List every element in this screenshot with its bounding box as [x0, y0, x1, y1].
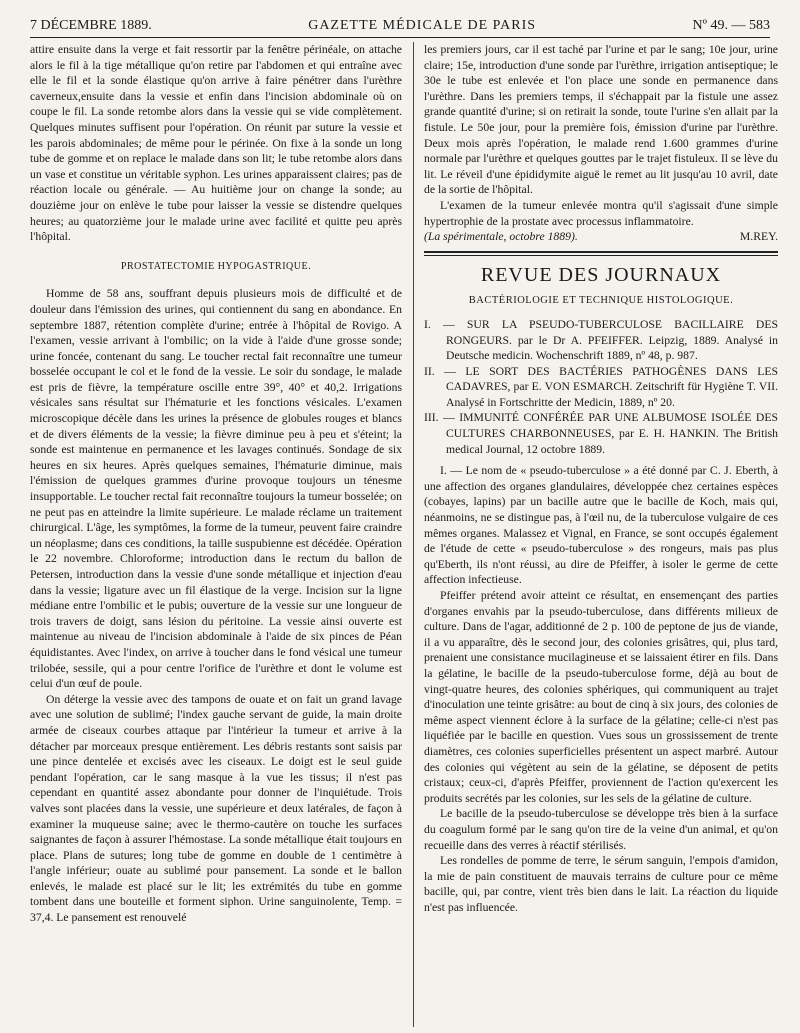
- header-date: 7 DÉCEMBRE 1889.: [30, 18, 152, 33]
- author-signature: M.REY.: [739, 230, 778, 244]
- paragraph: I. — Le nom de « pseudo-tuberculose » a été donné par C. J. Eberth, à une affection des organes glandulaires, développée chez certaines espèces (cobayes, lapins) par un bacille autre que le bacille de Koch, mais qui, néanmoins, ne se distingue pas, à l'œil nu, de la tuberculose vulgaire de ces mêmes organes. Malassez et Vignal, en France, se sont occupés également de l'étude de cette « pseudo-tuberculose » des rongeurs, mais pas plus qu'Eberth, ils n'ont réussi, au dire de Pfeiffer, à isoler le germe de cette affection infectieuse.: [424, 464, 778, 587]
- section-heading: REVUE DES JOURNAUX: [480, 263, 722, 286]
- source-citation: (La spérimentale, octobre 1889).: [424, 230, 578, 244]
- reference-entry: II. — LE SORT DES BACTÉRIES PATHOGÈNES DANS LES CADAVRES, par E. VON ESMARCH. Zeitschrift für Hygiène T. VII. Analysé in Fortschritte der Medicin, 1889, nº 20.: [424, 364, 778, 409]
- right-column: [424, 42, 778, 1027]
- paragraph: L'examen de la tumeur enlevée montra qu'il s'agissait d'une simple hypertrophie de la prostate avec processus inflammatoire.: [424, 198, 778, 228]
- paragraph: les premiers jours, car il est taché par l'urine et par le sang; 10e jour, urine claire; 15e, introduction d'une sonde par l'urèthre, irrigation antiseptique; le 30e le tube est enlevée et l'on place une sonde en permanence dans l'urèthre. Dans les premiers temps, il s'échappait par la fistule une assez grande quantité d'urine; si on retirait la sonde, toute l'urine s'en allait par la fistule. Le 50e jour, pour la première fois, émission d'urine par l'urèthre. Deux mois après l'opération, le malade rend 1.600 grammes d'urine normale par l'urèthre et quelques gouttes par le trajet fistuleux. Il se lève du lit. Le réveil d'une épididymite aiguë le remet au lit jusqu'au 10 avril, date de la sortie de l'hôpital.: [424, 43, 778, 197]
- left-column: [30, 42, 402, 1027]
- article-signoff: [424, 229, 778, 245]
- header-title: GAZETTE MÉDICALE DE PARIS: [308, 18, 537, 33]
- reference-entry: I. — SUR LA PSEUDO-TUBERCULOSE BACILLAIRE DES RONGEURS. par le Dr A. PFEIFFER. Leipzig, 1889. Analysé in Deutsche medicin. Wochenschrift 1889, nº 48, p. 987.: [424, 317, 778, 363]
- section-title: PROSTATECTOMIE HYPOGASTRIQUE.: [120, 260, 312, 272]
- section-rule: [424, 255, 778, 256]
- reference-entry: III. — IMMUNITÉ CONFÉRÉE PAR UNE ALBUMOSE ISOLÉE DES CULTURES CHARBONNEUSES, par E. H. HANKIN. The British medical Journal, 12 octobre 1889.: [424, 411, 778, 456]
- paragraph: attire ensuite dans la verge et fait ressortir par la fenêtre périnéale, on attache alors le fil à la tige métallique qu'on retire par l'abdomen et qui entraîne avec elle le fil et la sonde élastique qu'on arrive à faire pénétrer dans l'urèthre caverneux,ensuite dans la vessie et enfin dans l'incision abdominale où on coupe le fil. La sonde retombe alors dans la vessie qui se vide complètement. Quelques minutes suffisent pour l'opération. On réunit par suture la vessie et les parois abdominales; de même pour le périnée. On fixe à la sonde un long tube de gomme et on replace le malade dans son lit; le tube retombe alors dans un vase et constitue un véritable syphon. Les urines apparaissent claires; pas de réaction locale ou générale. — Au huitième jour on change la sonde; au douzième jour on enlève le tube pour laisser la vessie se distendre quelques heures; au quatorzième jour le malade urine avec facilité et quitte peu après l'hôpital.: [30, 43, 402, 244]
- paragraph: Les rondelles de pomme de terre, le sérum sanguin, l'empois d'amidon, la mie de pain constituent de mauvais terrains de culture pour ce même bacille, qui, par contre, vient très bien dans le lait. La réaction du liquide n'est pas influencée.: [424, 854, 778, 914]
- paragraph: Pfeiffer prétend avoir atteint ce résultat, en ensemençant des parties d'organes envahis par la pseudo-tuberculose, dans différents milieux de culture. Dans de l'agar, additionné de 2 p. 100 de peptone de jus de viande, il a vu apparaître, dès le second jour, des colonies grisâtres, qui, plus tard, prenaient une consistance mucilagineuse et se laissaient étirer en fils. Dans la gélatine, le bacille de la pseudo-tuberculose forme, déjà au bout de vingt-quatre heures, des colonies sphériques, qui communiquent au trajet d'inoculation une teinte grisâtre: au bout de cinq à six jours, des colonies de même aspect viennent éclore à la surface de la gélatine; celle-ci n'est pas liquéfiée par le bacille en question. Vues sous un grossissement de trente diamètres, ces colonies superficielles présentent un aspect marbré. Autour des colonies qui végètent au sein de la gélatine, se déposent de petits cristaux; ceux-ci, d'après Pfeiffer, proviennent de l'action qu'exercent les produits secrétés par les colonies, sur les sels de la gélatine de culture.: [424, 589, 778, 805]
- subsection-heading: BACTÉRIOLOGIE ET TECHNIQUE HISTOLOGIQUE.: [468, 295, 734, 307]
- page-header: [30, 10, 770, 38]
- header-page-number: Nº 49. — 583: [692, 18, 770, 33]
- paragraph: Le bacille de la pseudo-tuberculose se développe très bien à la surface du coagulum formé par le sang qu'on tire de la veine d'un animal, et qu'on recueille dans des verres à réactif stérilisés.: [424, 807, 778, 852]
- column-divider: [413, 42, 414, 1027]
- section-rule: [424, 251, 778, 253]
- paragraph: Homme de 58 ans, souffrant depuis plusieurs mois de difficulté et de douleur dans l'émission des urines, qui contiennent du sang en abondance. En septembre 1887, rétention complète d'urine; entrée à l'hôpital de Rovigo. A l'examen, vessie arrivant à l'ombilic; on la vide à l'aide d'une grosse sonde; urine foncée, contenant du sang. Le toucher rectal fait reconnaître une tumeur bosselée occupant le col et le fond de la vessie. Le soir du sondage, le malade est pris de fièvre, la température oscille entre 39°, 40° et 40,2. Irrigations vésicales sans résultat sur l'hématurie et les fonctions vésicales. L'examen microscopique décèle dans les urines la présence de globules rouges et blancs et de divers éléments de la vessie; la fièvre diminue peu à peu et s'éteint; la sonde est maintenue en permanence et les lavages continués. Sondage de six heures en six heures. Après quelques semaines, l'hématurie diminue, mais l'émission de quelques grammes d'urine provoque toujours un ténesme insupportable. Le toucher rectal fait reconnaître toujours la tumeur bosselée; on ne peut pas en atteindre la limite supérieure. Le malade réclame un traitement chirurgical. L'âge, les symptômes, la forme de la tumeur, peuvent faire craindre un néoplasme; dans ces conditions, la taille suspubienne est décédée. Opération le 22 novembre. Chloroforme; introduction dans le rectum du ballon de Petersen, introduction dans la vessie d'une sonde métallique et injection d'eau dans la vessie; ligature avec un fil élastique de la verge. Incision sur la ligne médiane entre l'ombilic et le pubis; ouverture de la vessie sur une longueur de trois travers de doigt, sans lésion du péritoine. La vessie ainsi ouverte est maintenue au niveau de l'incision abdominale à l'aide de six pinces de Péan équidistantes. Avec l'index, on arrive à toucher dans le fond vésical une tumeur trilobée, sessile, qui a pour centre l'orifice de l'urèthre et dont le volume est celui d'un œuf de poule.: [30, 287, 402, 691]
- paragraph: On déterge la vessie avec des tampons de ouate et on fait un grand lavage avec une solution de sublimé; l'index gauche servant de guide, la main droite armée de ciseaux courbes attaque par l'intérieur la tumeur et arrive à la détacher par morceaux presque entièrement. Les débris restants sont saisis par une pince dentelée et excisés avec les ciseaux. Le doigt est le seul guide pendant l'opération, car le sang masque à la vue les tissus; il n'est pas cependant en quantité assez abondante pour donner de l'inquiétude. Trois valves sont placées dans la vessie, une supérieure et deux latérales, de façon à examiner la muqueuse saine; avec le thermo-cautère on touche les surfaces saignantes de façon à assurer l'hémostase. La sonde métallique était toujours en place. Plans de sutures; long tube de gomme en double de 1 centimètre à l'angle inférieur; ouate au sublimé pour pansement. La sonde et le ballon enlevés, le malade est placé sur le lit; les extrémités du tube en gomme tombent dans une bouteille et forment siphon. Urine sanguinolente, Temp. = 37,4. Le pansement est renouvelé: [30, 692, 402, 925]
